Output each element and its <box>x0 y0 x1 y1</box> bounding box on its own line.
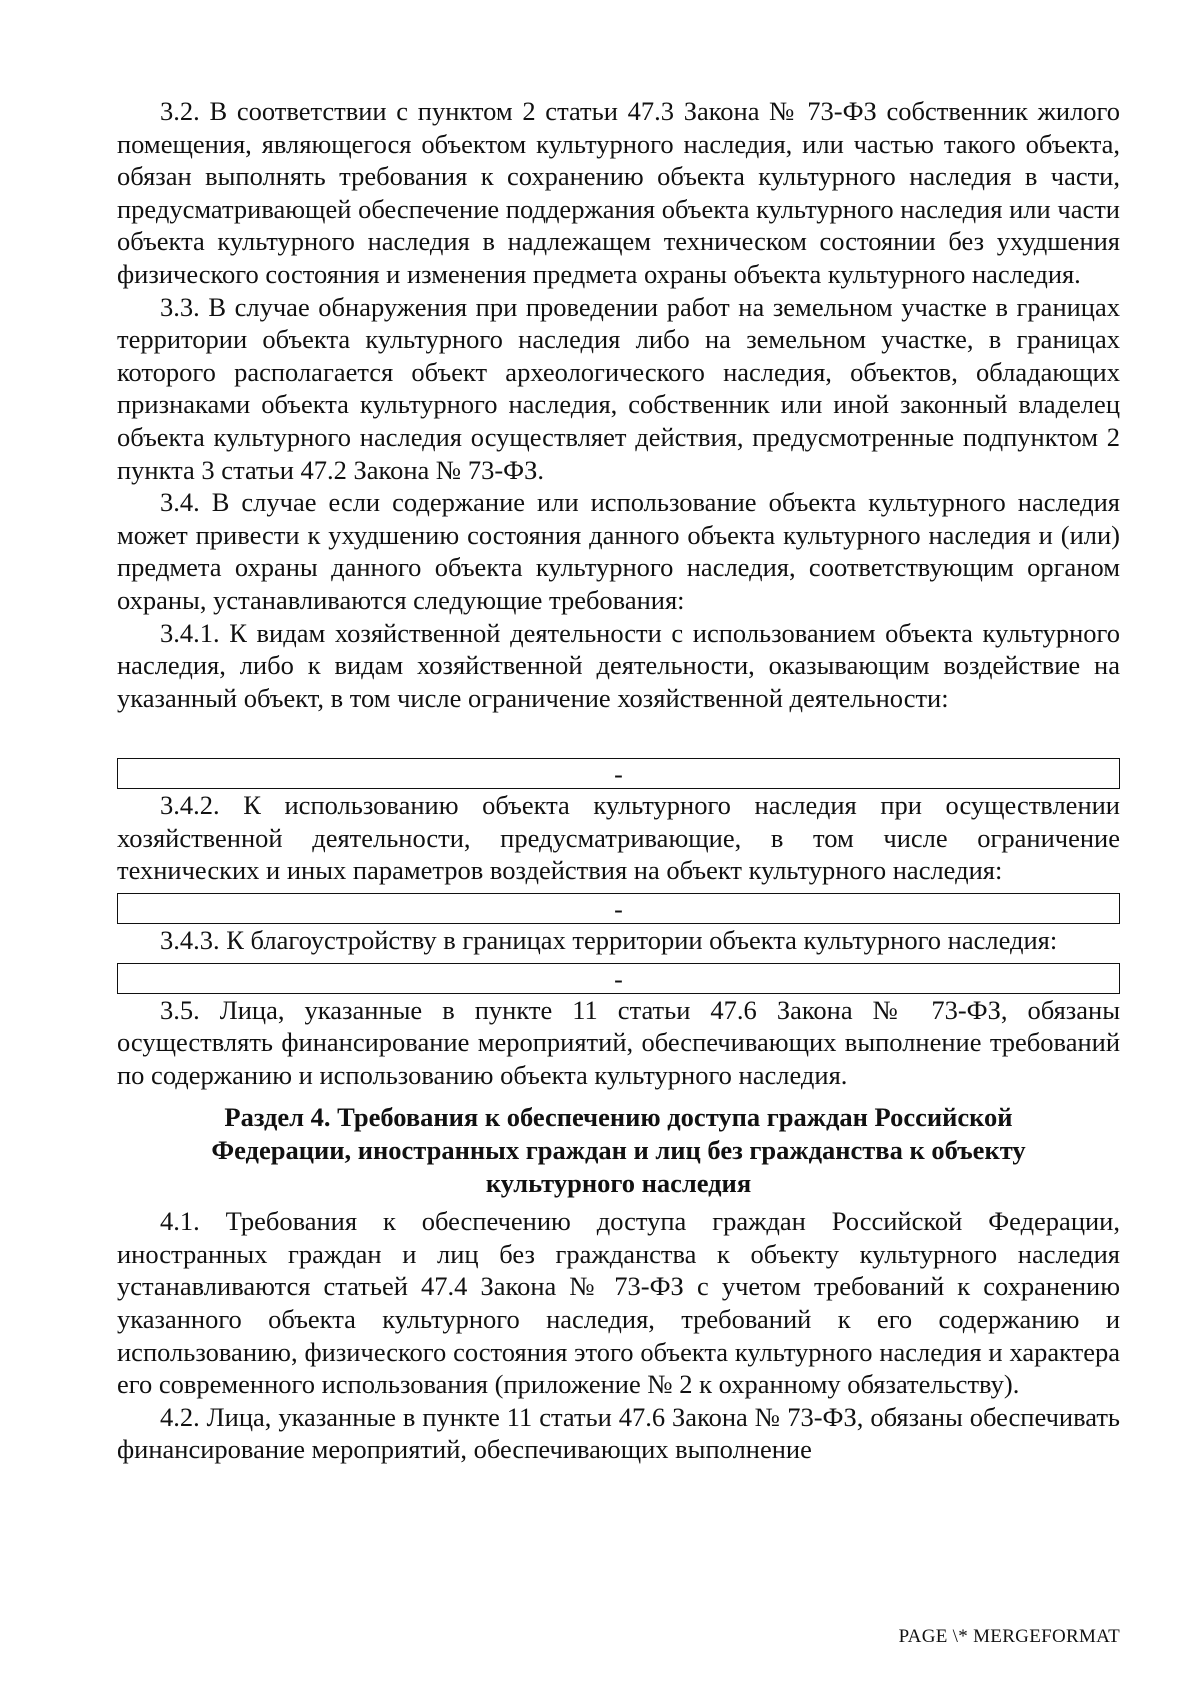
page-number-field: PAGE \* MERGEFORMAT <box>898 1626 1120 1647</box>
requirement-box-landscaping: - <box>117 963 1120 994</box>
paragraph-3-4: 3.4. В случае если содержание или использование объекта культурного наследия может привести к ухудшению состояния данного объекта культурного наследия и (или) предмета охраны данного объекта культурного наследия, соответствующим органом охраны, устанавливаются следующие требования: <box>117 487 1120 615</box>
spacer <box>117 714 1120 752</box>
paragraph-3-5: 3.5. Лица, указанные в пункте 11 статьи 47.6 Закона № 73-ФЗ, обязаны осуществлять финансирование мероприятий, обеспечивающих выполнение требований по содержанию и использованию объекта культурного наследия. <box>117 994 1120 1090</box>
document-page <box>117 95 1120 1466</box>
paragraph-3-4-1: 3.4.1. К видам хозяйственной деятельности с использованием объекта культурного наследия, либо к видам хозяйственной деятельности, оказывающим воздействие на указанный объект, в том числе ограничение хозяйственной деятельности: <box>117 617 1120 713</box>
paragraph-3-2: 3.2. В соответствии с пунктом 2 статьи 47.3 Закона № 73-ФЗ собственник жилого помещения, являющегося объектом культурного наследия, или частью такого объекта, обязан выполнять требования к сохранению объекта культурного наследия в части, предусматривающей обеспечение поддержания объекта культурного наследия или части объекта культурного наследия в надлежащем техническом состоянии без ухудшения физического состояния и изменения предмета охраны объекта культурного наследия. <box>117 96 1120 289</box>
requirement-box-economic-activity: - <box>117 758 1120 789</box>
paragraph-3-3: 3.3. В случае обнаружения при проведении работ на земельном участке в границах территории объекта культурного наследия либо на земельном участке, в границах которого располагается объект археологического наследия, объектов, обладающих признаками объекта культурного наследия, собственник или иной законный владелец объекта культурного наследия осуществляет действия, предусмотренные подпунктом 2 пункта 3 статьи 47.2 Закона № 73-ФЗ. <box>117 291 1120 485</box>
section-4-heading: Раздел 4. Требования к обеспечению доступа граждан Российской Федерации, иностранных граждан и лиц без гражданства к объекту культурного наследия <box>211 1102 1026 1198</box>
paragraph-3-4-3: 3.4.3. К благоустройству в границах территории объекта культурного наследия: <box>160 925 1058 956</box>
paragraph-4-2: 4.2. Лица, указанные в пункте 11 статьи 47.6 Закона № 73-ФЗ, обязаны обеспечивать финансирование мероприятий, обеспечивающих выполнение <box>117 1401 1120 1465</box>
requirement-box-usage: - <box>117 893 1120 924</box>
paragraph-4-1: 4.1. Требования к обеспечению доступа граждан Российской Федерации, иностранных граждан и лиц без гражданства к объекту культурного наследия устанавливаются статьей 47.4 Закона № 73-ФЗ с учетом требований к сохранению указанного объекта культурного наследия, требований к его содержанию и использованию, физического состояния этого объекта культурного наследия и характера его современного использования (приложение № 2 к охранному обязательству). <box>117 1206 1120 1400</box>
paragraph-3-4-2: 3.4.2. К использованию объекта культурного наследия при осуществлении хозяйственной деятельности, предусматривающие, в том числе ограничение технических и иных параметров воздействия на объект культурного наследия: <box>117 790 1120 886</box>
